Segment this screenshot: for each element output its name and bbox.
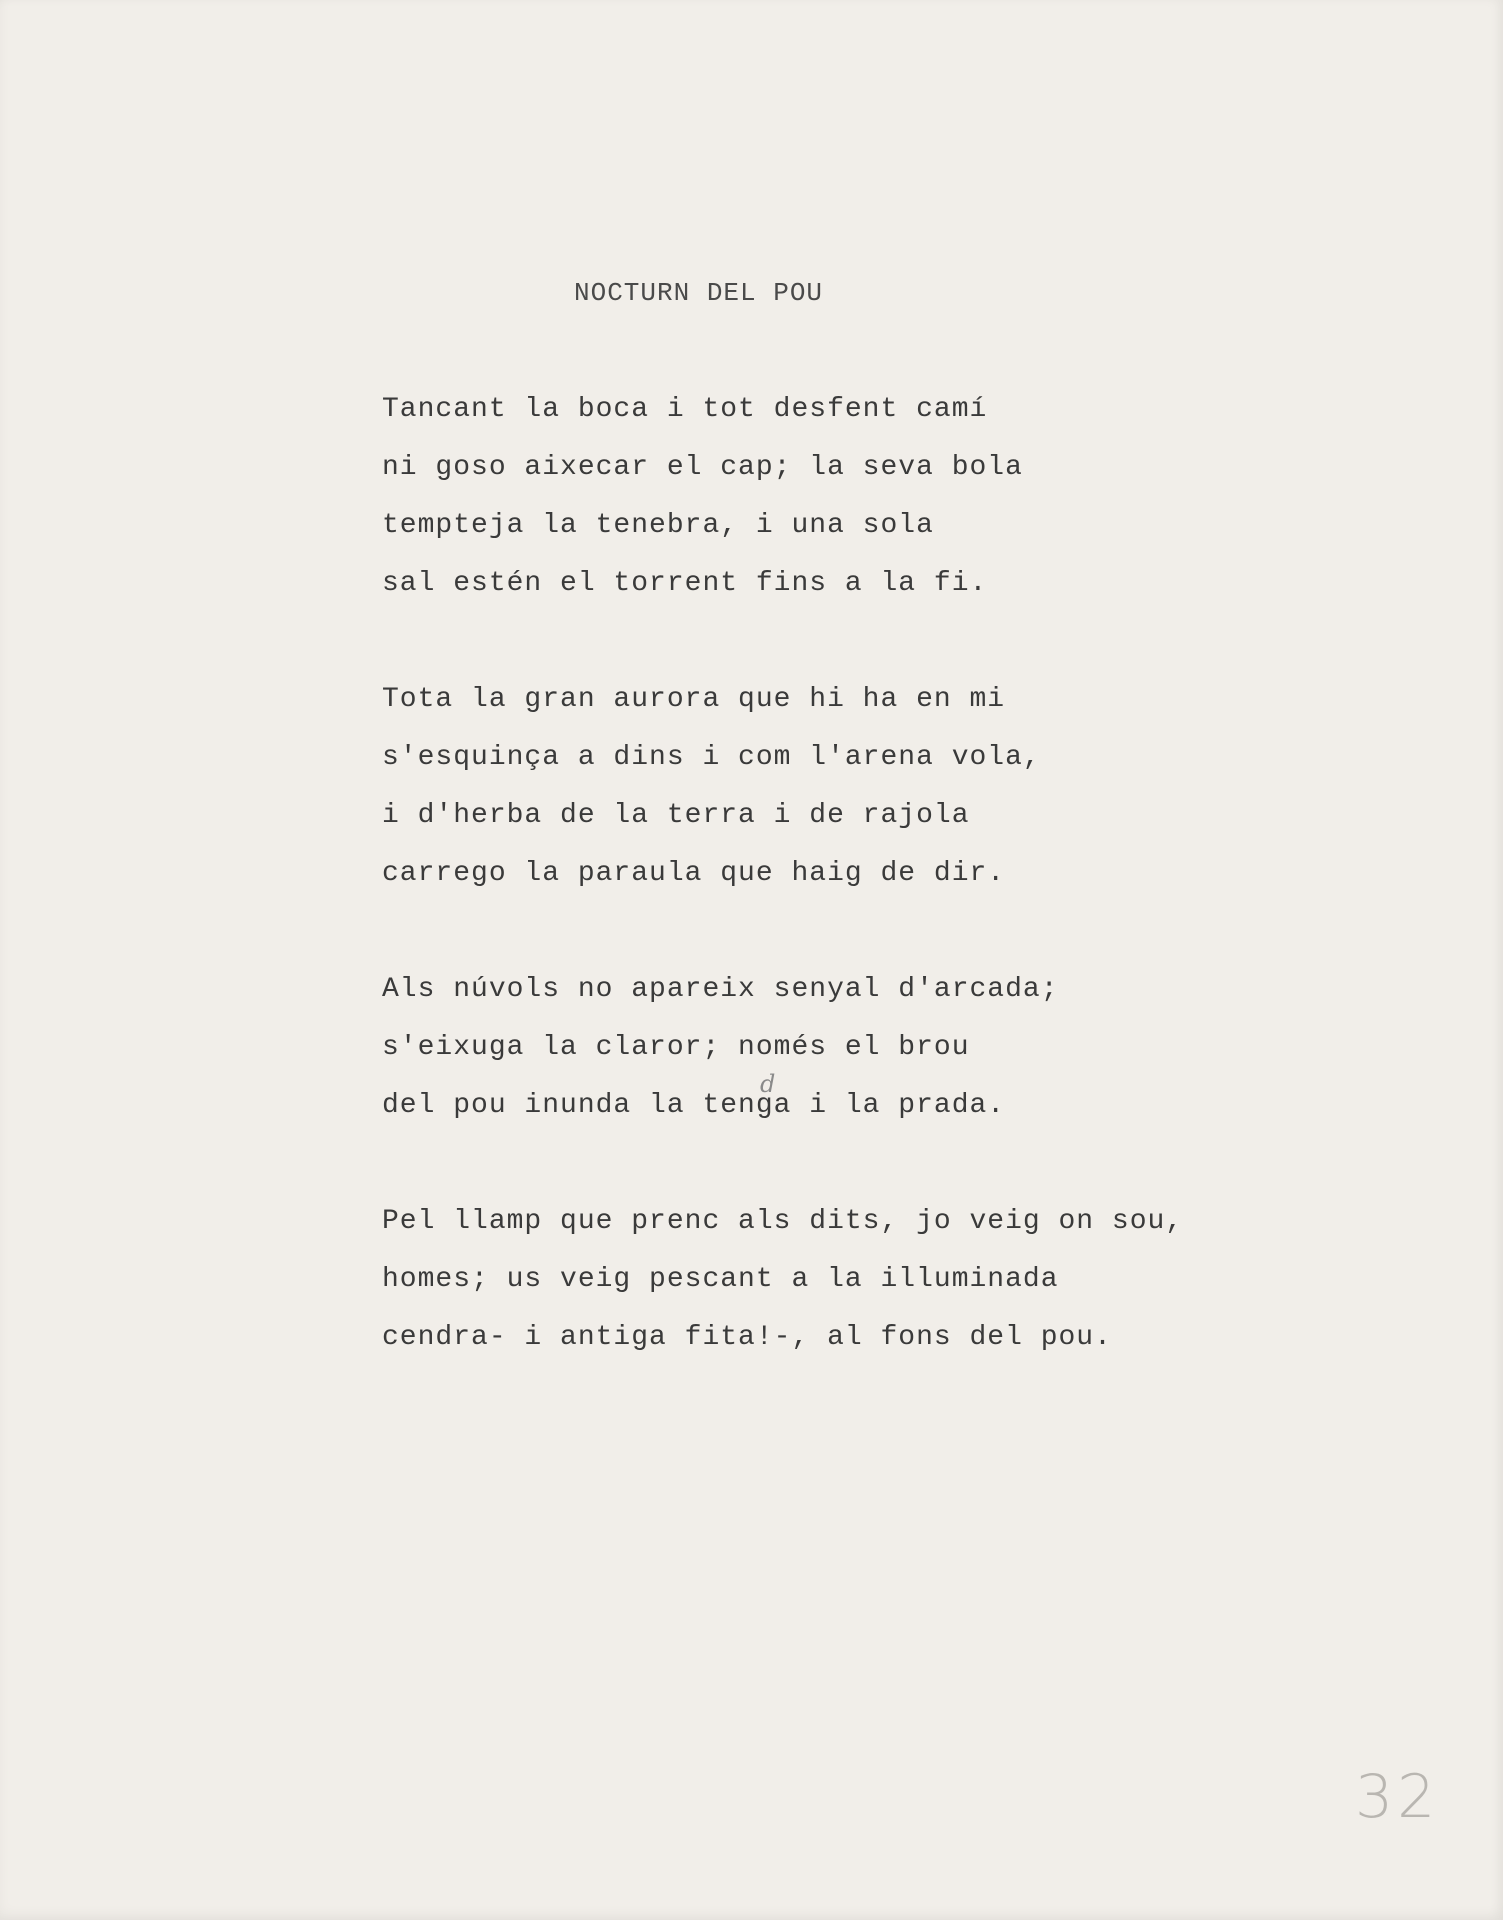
stanza-2 bbox=[382, 680, 1183, 912]
poem-line: s'eixuga la claror; només el brou bbox=[382, 1032, 970, 1063]
poem-line: s'esquinça a dins i com l'arena vola, bbox=[382, 742, 1041, 773]
poem-line: tempteja la tenebra, i una sola bbox=[382, 510, 934, 541]
poem-line: Tota la gran aurora que hi ha en mi bbox=[382, 684, 1006, 715]
stanza-1 bbox=[382, 390, 1183, 622]
poem-line: sal estén el torrent fins a la fi. bbox=[382, 568, 988, 599]
poem-body bbox=[382, 390, 1183, 1434]
poem-line: Tancant la boca i tot desfent camí bbox=[382, 394, 988, 425]
poem-line: del pou inunda la tenga i la prada. bbox=[382, 1090, 1006, 1121]
poem-line: i d'herba de la terra i de rajola bbox=[382, 800, 970, 831]
page-number: 32 bbox=[1355, 1762, 1440, 1832]
stanza-4 bbox=[382, 1202, 1183, 1376]
poem-line: cendra- i antiga fita!-, al fons del pou. bbox=[382, 1322, 1112, 1353]
poem-line: carrego la paraula que haig de dir. bbox=[382, 858, 1006, 889]
handwritten-correction: d bbox=[760, 1070, 776, 1098]
poem-line: homes; us veig pescant a la illuminada bbox=[382, 1264, 1059, 1295]
poem-line: Pel llamp que prenc als dits, jo veig on sou, bbox=[382, 1206, 1184, 1237]
poem-line: ni goso aixecar el cap; la seva bola bbox=[382, 452, 1023, 483]
poem-line: Als núvols no apareix senyal d'arcada; bbox=[382, 974, 1059, 1005]
stanza-3 bbox=[382, 970, 1183, 1144]
poem-title: NOCTURN DEL POU bbox=[574, 278, 824, 308]
